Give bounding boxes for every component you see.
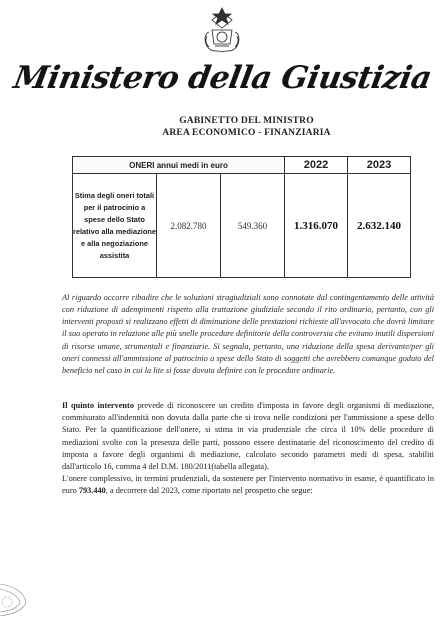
emblem-icon [201,6,243,56]
year-2022-header: 2022 [285,157,348,174]
paragraph-text: prevede di riconoscere un credito d'imposta in favore degli organismi di mediazione, commisurato all'indennità non dovuta dalla parte che si trova nelle condizioni per l'ammissione a spese dello Stato. Per la quantificazione dell'onere, si stima in via prudenziale che circa il 10% delle procedure di mediazioni svolte con la presenza delle parti, possono essere destinatarie del riconoscimento del credito di imposta a favore degli organismi di mediazione, calcolato secondo parametri medi di spesa, stabiliti dall'articolo 16, comma 4 del D.M. 180/2011(tabella allegata). [62,401,434,472]
ministry-title: Ministero della Giustizia [10,60,435,96]
table-row [73,174,411,278]
area-heading: AREA ECONOMICO - FINANZIARIA [162,128,331,138]
table-header-row [73,157,411,174]
table-title: ONERI annui medi in euro [73,157,285,174]
cabinet-heading: GABINETTO DEL MINISTRO [179,116,314,126]
body-text [62,400,434,498]
year-2023-header: 2023 [348,157,411,174]
paragraph-total-cost [62,473,434,497]
value-cell-1: 2.082.780 [157,174,221,278]
value-2022: 1.316.070 [285,174,348,278]
paragraph-fifth-intervention [62,400,434,473]
row-label: Stima degli oneri totali per il patrocinio a spese dello Stato relativo alla mediazione e alla negoziazione assistita [73,174,157,278]
paragraph-lead: Il quinto intervento [62,401,134,410]
paragraph-text-after: , a decorrere dal 2023, come riportato nel prospetto che segue: [105,486,313,496]
italic-paragraph: Al riguardo occorre ribadire che le soluzioni stragiudiziali sono connotate dal contingentamento delle attività con riduzione di adempimenti rispetto alla trattazione giudiziale secondo il rito ordinario, pertanto, con gli interventi proposti si realizzano effetti di diminuzione delle prestazioni richieste all'avvocato che dovrà limitare il suo operato in relazione alle più snelle procedure definitorie della controversia che evitano inutili dispersioni di risorse umane, strumentali e finanziarie. Si segnala, pertanto, una riduzione della spesa derivante/per gli oneri connessi all'ammissione al patrocinio a spese dello Stato di soggetti che avrebbero comunque goduto del beneficio nel caso in cui la lite si fosse dovuta definire con le procedure ordinarie. [62,293,434,375]
total-amount: 793.440 [78,486,106,496]
costs-table [72,156,411,278]
value-2023: 2.632.140 [348,174,411,278]
stamp-icon [0,578,30,618]
value-cell-2: 549.360 [221,174,285,278]
paragraph-text-before: L'onere complessivo, in termini prudenziali, da sostenere per l'intervento normativo in esame, è quantificato in euro [62,474,434,496]
